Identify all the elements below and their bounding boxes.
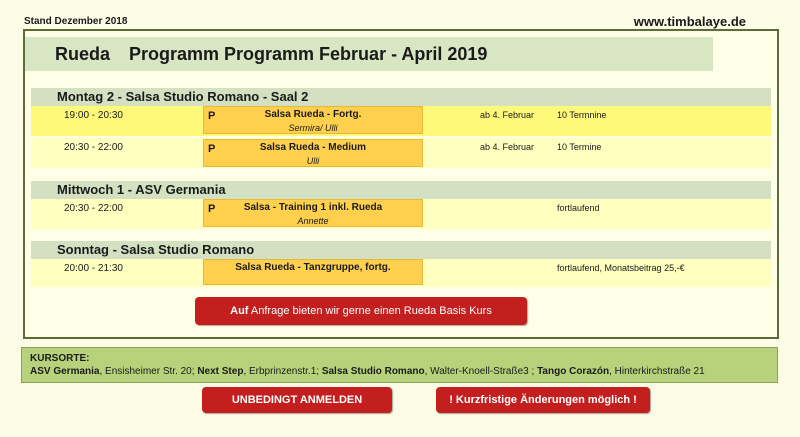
course-teacher: Annette [297, 216, 329, 226]
title-rueda: Rueda [55, 43, 111, 64]
program-panel [23, 29, 779, 339]
course-cell [203, 259, 423, 285]
title-band [25, 37, 713, 71]
website-link[interactable]: www.timbalaye.de [633, 14, 746, 29]
anmelden-button[interactable]: UNBEDINGT ANMELDEN [202, 387, 392, 413]
kursorte-box [21, 347, 778, 383]
location-asv: ASV Germania [30, 366, 100, 377]
kursorte-list [30, 365, 769, 378]
anfrage-text: Anfrage bieten wir gerne einen Rueda Basis Kurs [248, 305, 492, 317]
address-romano: , Walter-Knoell-Straße3 ; [424, 366, 538, 377]
p-marker: P [208, 203, 216, 215]
course-cell [203, 139, 423, 167]
row-time: 19:00 - 20:30 [64, 110, 123, 121]
location-nextstep: Next Step [197, 366, 244, 377]
row-termine: 10 Termine [557, 142, 602, 152]
table-row [31, 199, 771, 229]
row-start: ab 4. Februar [480, 142, 535, 152]
row-termine: fortlaufend [557, 203, 600, 213]
course-name: Salsa Rueda - Fortg. [264, 109, 362, 120]
page-title: Programm Programm Februar - April 2019 [129, 43, 488, 64]
row-termine: fortlaufend, Monatsbeitrag 25,-€ [557, 263, 685, 273]
course-name: Salsa Rueda - Tanzgruppe, fortg. [235, 262, 391, 273]
stand-date: Stand Dezember 2018 [24, 16, 128, 27]
p-marker: P [208, 110, 216, 122]
course-teacher: Ulli [306, 156, 320, 166]
course-name: Salsa Rueda - Medium [259, 142, 367, 153]
aenderungen-notice-button[interactable]: ! Kurzfristige Änderungen möglich ! [436, 387, 650, 413]
basis-kurs-anfrage-button[interactable] [195, 297, 527, 325]
table-row [31, 138, 771, 168]
table-row [31, 106, 771, 136]
p-marker: P [208, 143, 216, 155]
section-heading-sonntag: Sonntag - Salsa Studio Romano [31, 241, 771, 259]
course-cell [203, 106, 423, 134]
course-teacher: Sermira/ Ulli [288, 123, 338, 133]
address-asv: , Ensisheimer Str. 20; [99, 366, 198, 377]
row-time: 20:00 - 21:30 [64, 263, 123, 274]
table-row [31, 259, 771, 287]
kursorte-heading: KURSORTE: [30, 353, 90, 364]
address-tango: , Hinterkirchstraße 21 [609, 366, 705, 377]
course-name: Salsa - Training 1 inkl. Rueda [243, 202, 383, 213]
anfrage-bold: Auf [230, 305, 249, 317]
address-nextstep: , Erbprinzenstr.1; [243, 366, 322, 377]
location-romano: Salsa Studio Romano [321, 366, 425, 377]
row-time: 20:30 - 22:00 [64, 142, 123, 153]
location-tango: Tango Corazón [537, 366, 610, 377]
row-termine: 10 Termnine [557, 110, 607, 120]
row-time: 20:30 - 22:00 [64, 203, 123, 214]
section-heading-mittwoch: Mittwoch 1 - ASV Germania [31, 181, 771, 199]
row-start: ab 4. Februar [480, 110, 535, 120]
course-cell [203, 199, 423, 227]
section-heading-montag: Montag 2 - Salsa Studio Romano - Saal 2 [31, 88, 771, 106]
